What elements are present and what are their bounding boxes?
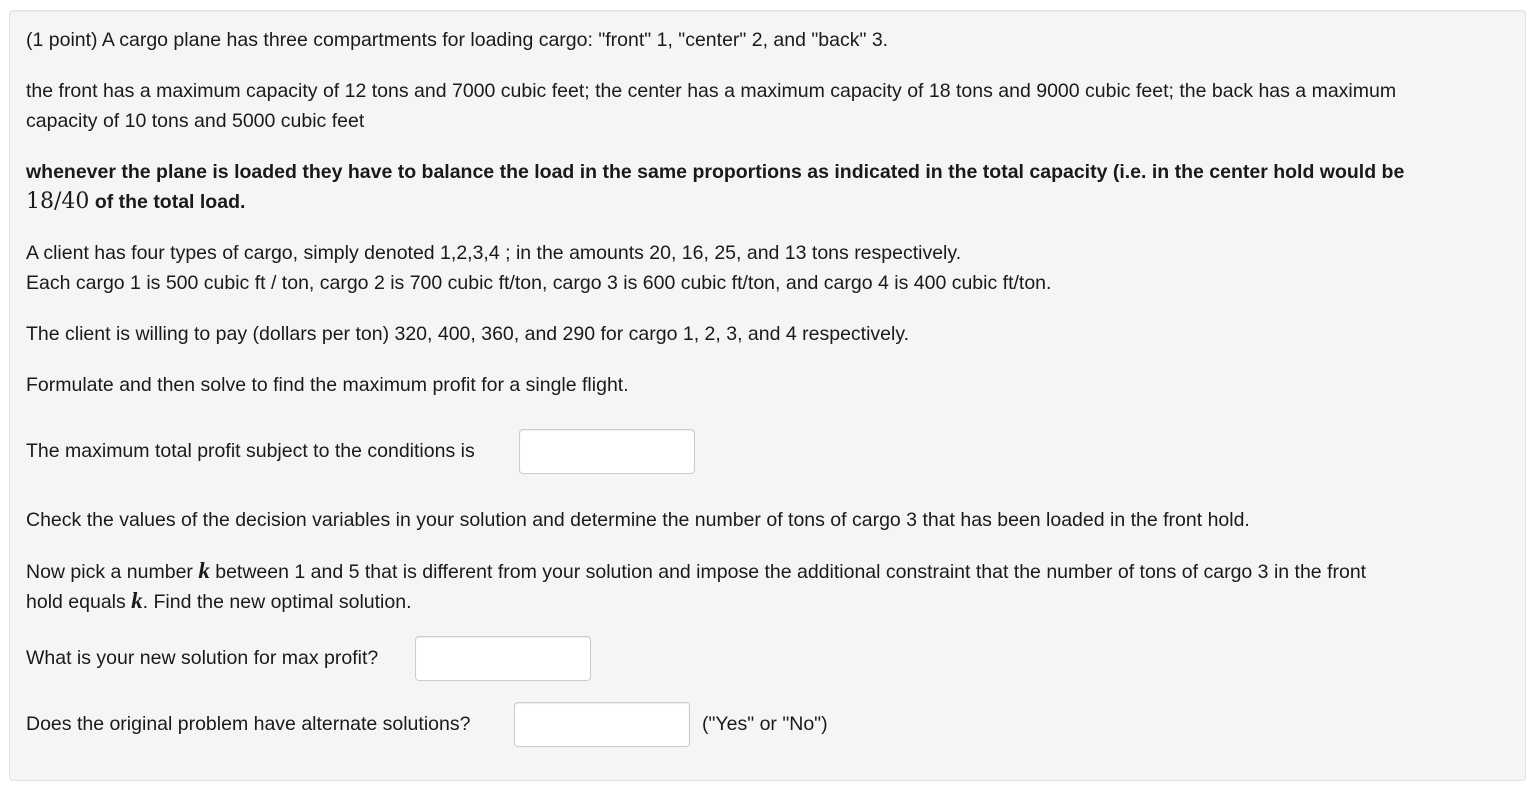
hold-equals-prefix: hold equals (26, 591, 132, 613)
formulate-text: Formulate and then solve to find the maximum profit for a single flight. (26, 374, 629, 396)
k-variable: k (198, 558, 210, 583)
problem-intro: (1 point) A cargo plane has three compartments for loading cargo: "front" 1, "center" 2, and "back" 3. (26, 29, 889, 51)
balance-suffix: of the total load. (89, 191, 246, 213)
pick-k-text-line-2 (26, 586, 411, 617)
fraction-18-40: 18/40 (26, 189, 90, 214)
balance-text-line-1: whenever the plane is loaded they have to balance the load in the same proportions as indicated in the total capacity (i.e. in the center hold would be (26, 161, 1405, 183)
pick-k-suffix: between 1 and 5 that is different from your solution and impose the additional constraint that the number of tons of cargo 3 in the front (209, 561, 1367, 583)
max-profit-input[interactable] (519, 429, 695, 474)
check-text: Check the values of the decision variables in your solution and determine the number of tons of cargo 3 that has been loaded in the front hold. (26, 509, 1250, 531)
new-profit-label: What is your new solution for max profit? (26, 647, 379, 669)
pick-k-prefix: Now pick a number (26, 561, 199, 583)
problem-panel (9, 10, 1526, 781)
alternate-solutions-label: Does the original problem have alternate solutions? (26, 713, 471, 735)
alternate-solutions-input[interactable] (514, 702, 690, 747)
cargo-text-line-2: Each cargo 1 is 500 cubic ft / ton, cargo 2 is 700 cubic ft/ton, cargo 3 is 600 cubic ft/ton, and cargo 4 is 400 cubic ft/ton. (26, 272, 1052, 294)
k-variable: k (131, 588, 143, 613)
cargo-text-line-1: A client has four types of cargo, simply denoted 1,2,3,4 ; in the amounts 20, 16, 25, and 13 tons respectively. (26, 242, 962, 264)
payment-text: The client is willing to pay (dollars per ton) 320, 400, 360, and 290 for cargo 1, 2, 3, and 4 respectively. (26, 323, 910, 345)
capacity-text-line-2: capacity of 10 tons and 5000 cubic feet (26, 110, 365, 132)
capacity-text-line-1: the front has a maximum capacity of 12 tons and 7000 cubic feet; the center has a maximum capacity of 18 tons and 9000 cubic feet; the back has a maximum (26, 80, 1397, 102)
hold-equals-suffix: . Find the new optimal solution. (142, 591, 412, 613)
balance-text-line-2 (26, 187, 245, 217)
yes-no-hint: ("Yes" or "No") (702, 713, 828, 735)
pick-k-text-line-1 (26, 556, 1366, 587)
max-profit-label: The maximum total profit subject to the conditions is (26, 440, 475, 462)
new-profit-input[interactable] (415, 636, 591, 681)
